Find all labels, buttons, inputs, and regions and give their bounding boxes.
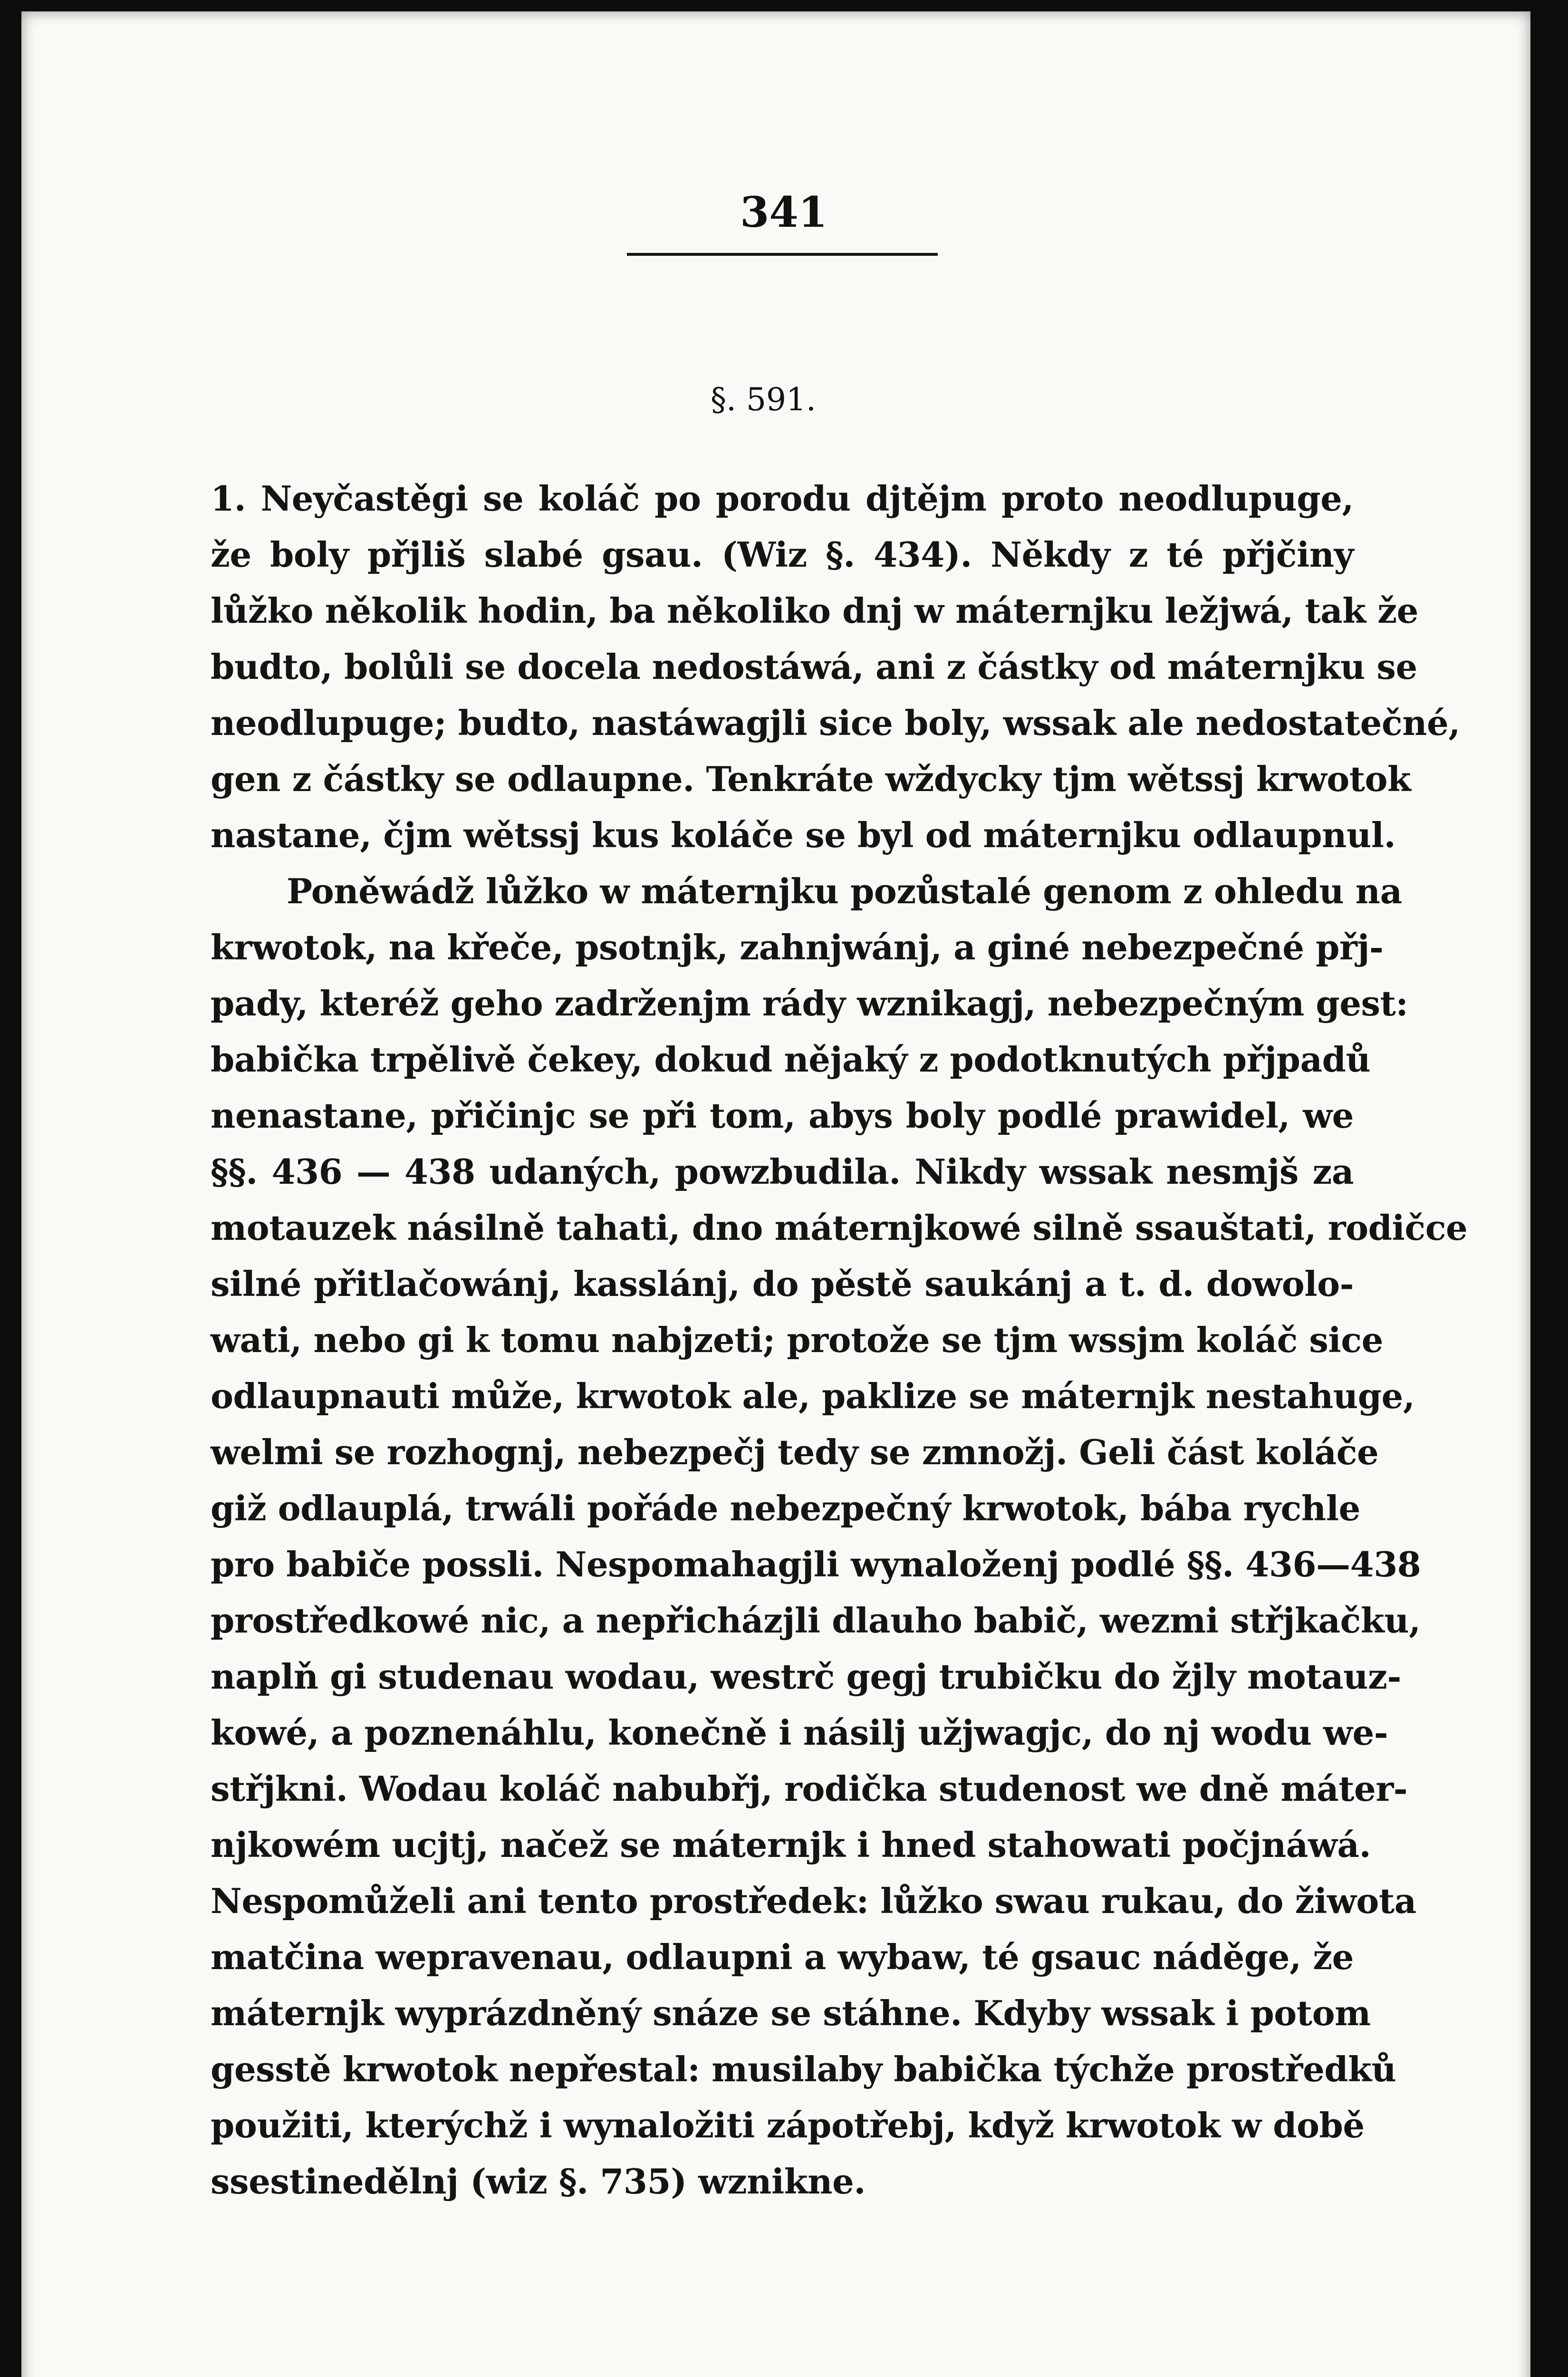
text-line: Nespomůželi ani tento prostředek: lůžko swau rukau, do žiwota <box>211 1881 1416 1921</box>
text-line: matčina wepravenau, odlaupni a wybaw, té gsauc náděge, že <box>211 1937 1354 1977</box>
text-line: pro babiče possli. Nespomahagjli wynaloženj podlé §§. 436—438 <box>211 1544 1421 1585</box>
text-line: motauzek násilně tahati, dno máternjkowé silně ssauštati, rodičce <box>211 1208 1468 1248</box>
text-line: welmi se rozhognj, nebezpečj tedy se zmnožj. Geli část koláče <box>211 1432 1379 1472</box>
section-heading: §. 591. <box>711 381 816 418</box>
text-line: wati, nebo gi k tomu nabjzeti; protože se tjm wssjm koláč sice <box>211 1320 1383 1360</box>
text-line: krwotok, na křeče, psotnjk, zahnjwánj, a giné nebezpečné přj- <box>211 927 1384 967</box>
text-line: budto, bolůli se docela nedostáwá, ani z částky od máternjku se <box>211 647 1417 687</box>
page-number: 341 <box>740 187 827 237</box>
text-line: že boly přjliš slabé gsau. (Wiz §. 434). Někdy z té přjčiny <box>211 534 1354 575</box>
text-line: nenastane, přičinjc se při tom, abys boly podlé prawidel, we <box>211 1095 1354 1136</box>
text-line: babička trpělivě čekey, dokud nějaký z podotknutých přjpadů <box>211 1039 1371 1080</box>
text-line: prostředkowé nic, a nepřicházjli dlauho babič, wezmi střjkačku, <box>211 1600 1421 1641</box>
text-line: použiti, kterýchž i wynaložiti zápotřebj, když krwotok w době <box>211 2105 1365 2145</box>
book-page <box>21 11 1530 2377</box>
text-line: §§. 436 — 438 udaných, powzbudila. Nikdy wssak nesmjš za <box>211 1151 1354 1192</box>
text-line: odlaupnauti může, krwotok ale, paklize se máternjk nestahuge, <box>211 1376 1415 1416</box>
text-line: kowé, a poznenáhlu, konečně i násilj užjwagjc, do nj wodu we- <box>211 1712 1388 1753</box>
text-line: Poněwádž lůžko w máternjku pozůstalé genom z ohledu na <box>287 871 1402 911</box>
text-line: njkowém ucjtj, načež se máternjk i hned stahowati počjnáwá. <box>211 1825 1371 1865</box>
text-line: střjkni. Wodau koláč nabubřj, rodička studenost we dně máter- <box>211 1768 1408 1809</box>
text-line: ssestinedělnj (wiz §. 735) wznikne. <box>211 2161 866 2202</box>
text-line: 1. Neyčastěgi se koláč po porodu djtějm proto neodlupuge, <box>211 478 1354 519</box>
text-line: gen z částky se odlaupne. Tenkráte wždycky tjm wětssj krwotok <box>211 759 1411 799</box>
body-text <box>211 471 1468 2210</box>
text-line: gesstě krwotok nepřestal: musilaby babička týchže prostředků <box>211 2049 1396 2089</box>
text-line: lůžko několik hodin, ba několiko dnj w máternjku ležjwá, tak že <box>211 590 1418 631</box>
text-line: naplň gi studenau wodau, westrč gegj trubičku do žjly motauz- <box>211 1656 1401 1697</box>
text-line: pady, kteréž geho zadrženjm rády wznikagj, nebezpečným gest: <box>211 983 1408 1024</box>
text-line: máternjk wyprázdněný snáze se stáhne. Kdyby wssak i potom <box>211 1993 1371 2033</box>
text-line: silné přitlačowánj, kasslánj, do pěstě saukánj a t. d. dowolo- <box>211 1264 1354 1304</box>
text-line: nastane, čjm wětssj kus koláče se byl od máternjku odlaupnul. <box>211 815 1396 855</box>
text-line: neodlupuge; budto, nastáwagjli sice boly, wssak ale nedostatečné, <box>211 703 1460 743</box>
header-rule <box>627 253 938 256</box>
text-line: giž odlauplá, trwáli pořáde nebezpečný krwotok, bába rychle <box>211 1488 1360 1528</box>
